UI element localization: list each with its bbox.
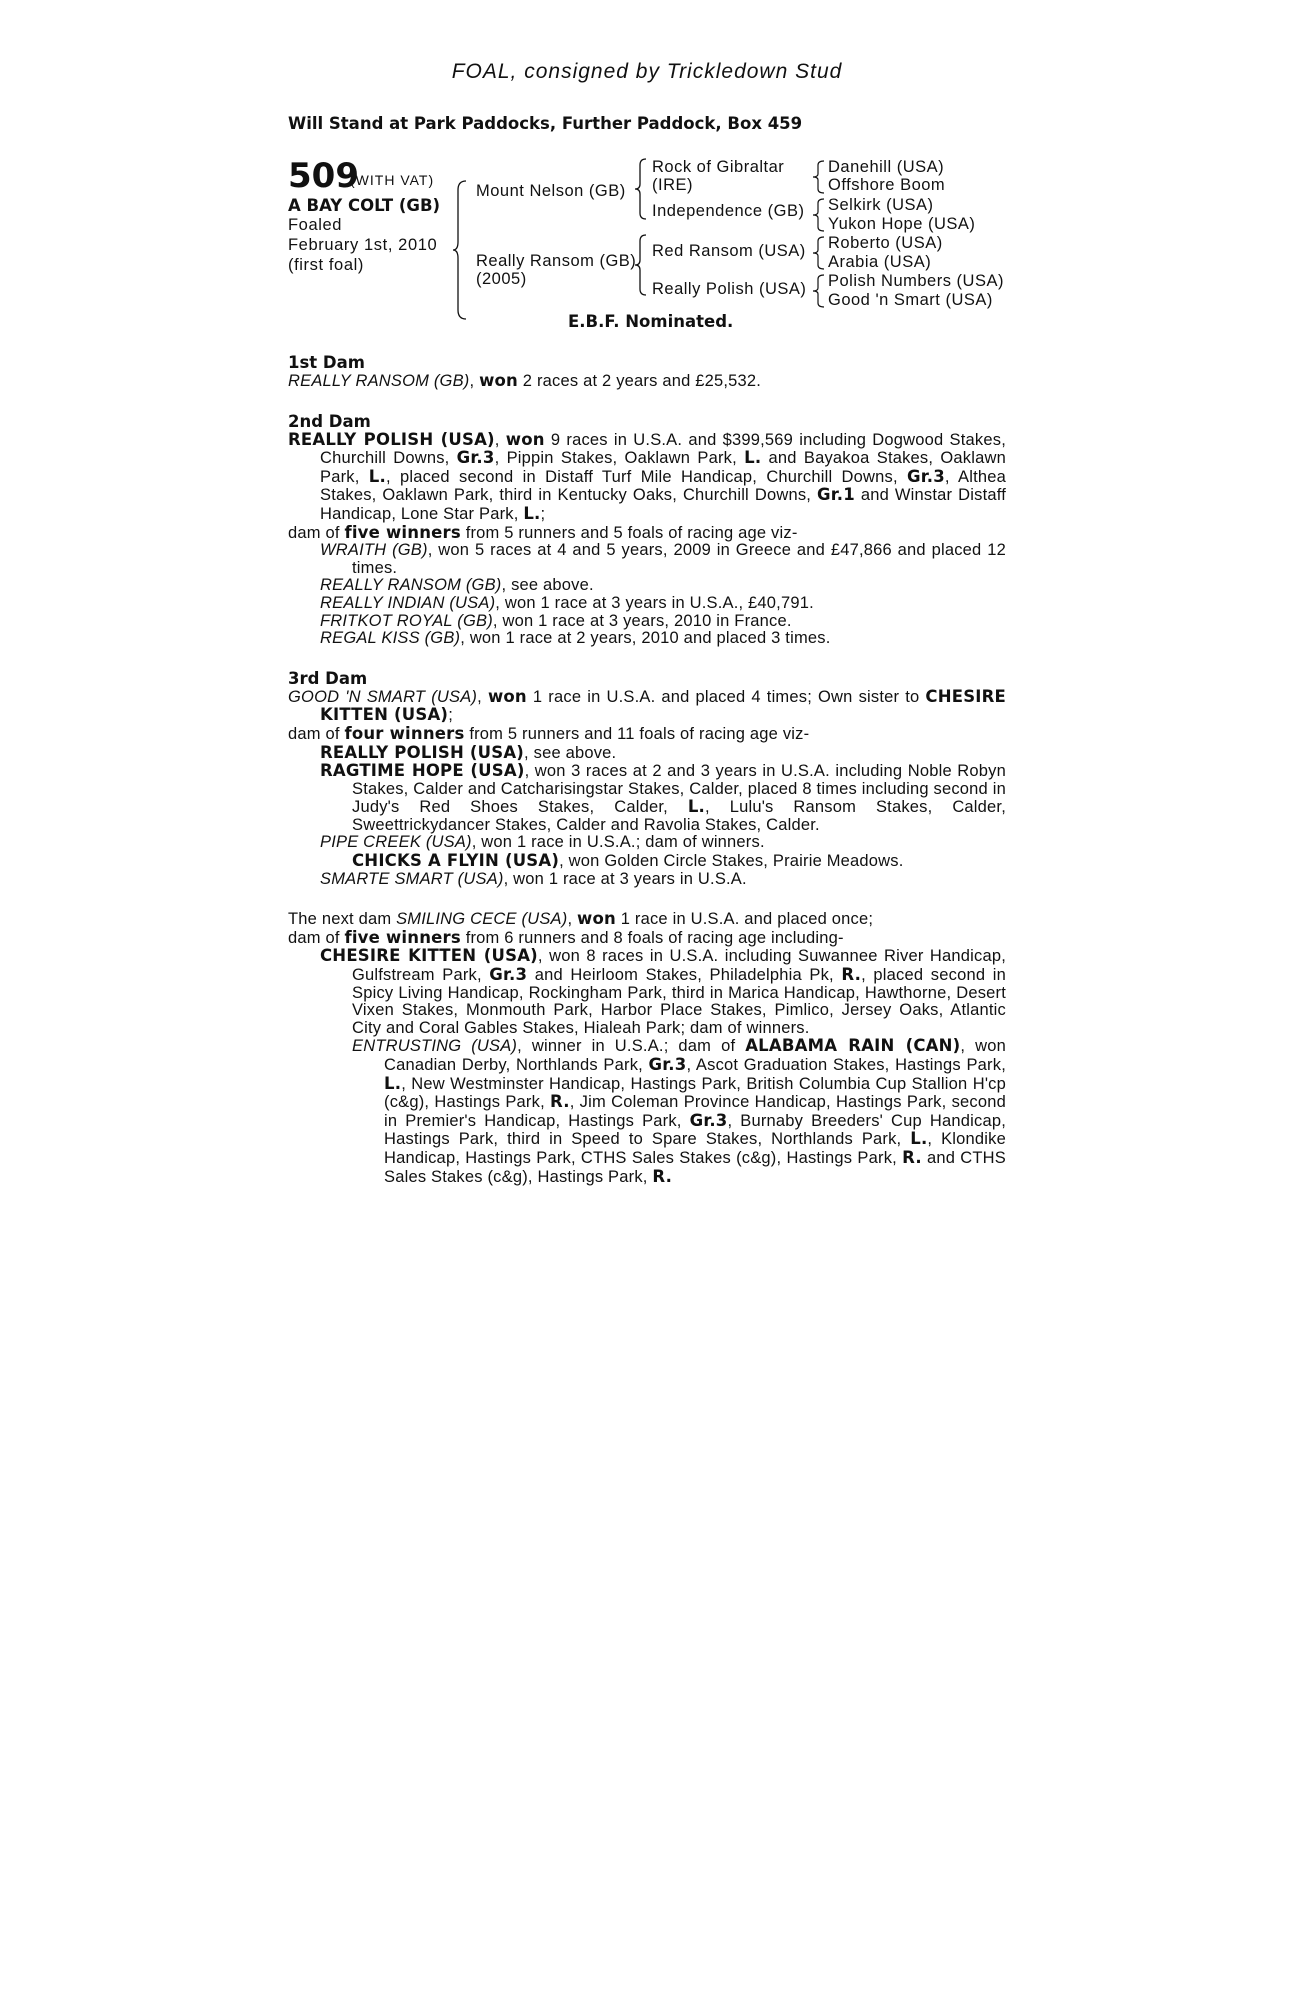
- produce-chicks-a-flyin: CHICKS A FLYIN (USA), won Golden Circle Stakes, Prairie Meadows.: [352, 851, 904, 871]
- dam-dam-name: Really Polish (USA): [652, 280, 807, 298]
- sire-name: Mount Nelson (GB): [476, 182, 626, 200]
- gen3-offshore-boom: Offshore Boom: [828, 176, 946, 194]
- brace-sire-parents: [634, 158, 648, 220]
- produce-smarte-smart: SMARTE SMART (USA), won 1 race at 3 years in U.S.A.: [320, 869, 747, 888]
- brace-gen3-b: [812, 198, 826, 232]
- produce-chesire-kitten: CHESIRE KITTEN (USA), won 8 races in U.S.A. including Suwannee River Handicap, Gulfstream Park, Gr.3 and Heirloom Stakes, Philadelphia Pk, R., placed second in Spicy Living Handicap, Rockingham Park, third in Marica Handicap, Hawthorne, Desert Vixen Stakes, Monmouth Park, Harbor Place Stakes, Pimlico, Jersey Oaks, Atlantic City and Coral Gables Stakes, Hialeah Park; dam of winners.: [320, 946, 1006, 1037]
- gen3-polish-numbers: Polish Numbers (USA): [828, 272, 1004, 290]
- sire-sire-line-1: Rock of Gibraltar: [652, 158, 785, 176]
- first-dam-heading: 1st Dam: [288, 353, 365, 372]
- brace-gen3-d: [812, 274, 826, 308]
- third-dam-produce-summary: dam of four winners from 5 runners and 11 foals of racing age viz-: [288, 723, 810, 743]
- produce-regal-kiss: REGAL KISS (GB), won 1 race at 2 years, 2010 and placed 3 times.: [320, 629, 831, 648]
- lot-name: A BAY COLT (GB): [288, 196, 441, 215]
- first-dam-won: won: [479, 371, 519, 390]
- gen3-danehill: Danehill (USA): [828, 158, 945, 176]
- second-dam-produce-summary: dam of five winners from 5 runners and 5 foals of racing age viz-: [288, 522, 798, 542]
- stand-location: Will Stand at Park Paddocks, Further Paddock, Box 459: [288, 114, 803, 133]
- second-dam-heading: 2nd Dam: [288, 411, 371, 431]
- vat-note: (WITH VAT): [350, 172, 435, 188]
- dam-name: Really Ransom (GB): [476, 252, 637, 270]
- foaled-label: Foaled: [288, 216, 343, 234]
- produce-really-indian: REALLY INDIAN (USA), won 1 race at 3 years in U.S.A., £40,791.: [320, 593, 814, 612]
- dam-year: (2005): [476, 270, 527, 288]
- next-dam-section: [288, 910, 1006, 1186]
- foal-note: (first foal): [288, 256, 364, 274]
- ebf-nominated: E.B.F. Nominated.: [568, 312, 734, 331]
- third-dam-heading: 3rd Dam: [288, 668, 368, 688]
- foaled-date: February 1st, 2010: [288, 236, 438, 254]
- sire-sire-line-2: (IRE): [652, 176, 693, 194]
- second-dam-section: [288, 431, 1006, 648]
- third-dam-name: GOOD 'N SMART (USA): [288, 687, 478, 706]
- catalogue-page: [288, 60, 1006, 1186]
- brace-gen3-c: [812, 236, 826, 270]
- pedigree-table: [288, 158, 1006, 338]
- third-dam-section: [288, 688, 1006, 889]
- next-dam-record: The next dam SMILING CECE (USA), won 1 race in U.S.A. and placed once;: [288, 909, 874, 929]
- gen3-selkirk: Selkirk (USA): [828, 196, 934, 214]
- lot-number: 509: [288, 156, 359, 196]
- brace-sire-dam: [452, 180, 468, 320]
- gen3-arabia: Arabia (USA): [828, 253, 932, 271]
- sire-dam-name: Independence (GB): [652, 202, 805, 220]
- produce-fritkot-royal: FRITKOT ROYAL (GB), won 1 race at 3 years, 2010 in France.: [320, 611, 792, 630]
- first-dam-name: REALLY RANSOM (GB): [288, 372, 470, 390]
- produce-entrusting: ENTRUSTING (USA), winner in U.S.A.; dam of ALABAMA RAIN (CAN), won Canadian Derby, Northlands Park, Gr.3, Ascot Graduation Stakes, Hastings Park, L., New Westminster Handicap, Hastings Park, British Columbia Cup Stallion H'cp (c&g), Hastings Park, R., Jim Coleman Province Handicap, Hastings Park, second in Premier's Handicap, Hastings Park, Gr.3, Burnaby Breeders' Cup Handicap, Hastings Park, third in Speed to Spare Stakes, Northlands Park, L., Klondike Handicap, Hastings Park, CTHS Sales Stakes (c&g), Hastings Park, R. and CTHS Sales Stakes (c&g), Hastings Park, R.: [352, 1036, 1007, 1186]
- brace-dam-parents: [634, 234, 648, 296]
- consignment-line: FOAL, consigned by Trickledown Stud: [451, 60, 843, 83]
- produce-pipe-creek: PIPE CREEK (USA), won 1 race in U.S.A.; dam of winners.: [320, 833, 765, 852]
- gen3-good-n-smart: Good 'n Smart (USA): [828, 291, 993, 309]
- produce-really-polish: REALLY POLISH (USA), see above.: [320, 742, 617, 762]
- next-dam-name: SMILING CECE (USA): [396, 910, 568, 929]
- dam-sire-name: Red Ransom (USA): [652, 242, 806, 260]
- brace-gen3-a: [812, 160, 826, 194]
- produce-ragtime-hope: RAGTIME HOPE (USA), won 3 races at 2 and 3 years in U.S.A. including Noble Robyn Stakes, Calder and Catcharisingstar Stakes, Calder, placed 8 times including second in Judy's Red Shoes Stakes, Calder, L., Lulu's Ransom Stakes, Calder, Sweettrickydancer Stakes, Calder and Ravolia Stakes, Calder.: [320, 761, 1006, 834]
- second-dam-name: REALLY POLISH (USA): [288, 429, 495, 449]
- second-dam-record: REALLY POLISH (USA), won 9 races in U.S.A. and $399,569 including Dogwood Stakes, Churchill Downs, Gr.3, Pippin Stakes, Oaklawn Park, L. and Bayakoa Stakes, Oaklawn Park, L., placed second in Distaff Turf Mile Handicap, Churchill Downs, Gr.3, Althea Stakes, Oaklawn Park, third in Kentucky Oaks, Churchill Downs, Gr.1 and Winstar Distaff Handicap, Lone Star Park, L.;: [288, 429, 1007, 523]
- gen3-yukon-hope: Yukon Hope (USA): [828, 215, 976, 233]
- first-dam-text: REALLY RANSOM (GB), won 2 races at 2 years and £25,532.: [288, 371, 762, 390]
- produce-really-ransom: REALLY RANSOM (GB), see above.: [320, 576, 594, 595]
- next-dam-produce-summary: dam of five winners from 6 runners and 8 foals of racing age including-: [288, 927, 844, 947]
- third-dam-record: GOOD 'N SMART (USA), won 1 race in U.S.A. and placed 4 times; Own sister to CHESIRE KITTEN (USA);: [288, 686, 1006, 725]
- gen3-roberto: Roberto (USA): [828, 234, 943, 252]
- produce-wraith: WRAITH (GB), won 5 races at 4 and 5 years, 2009 in Greece and £47,866 and placed 12 times.: [320, 541, 1006, 577]
- first-dam-section: [288, 372, 1006, 391]
